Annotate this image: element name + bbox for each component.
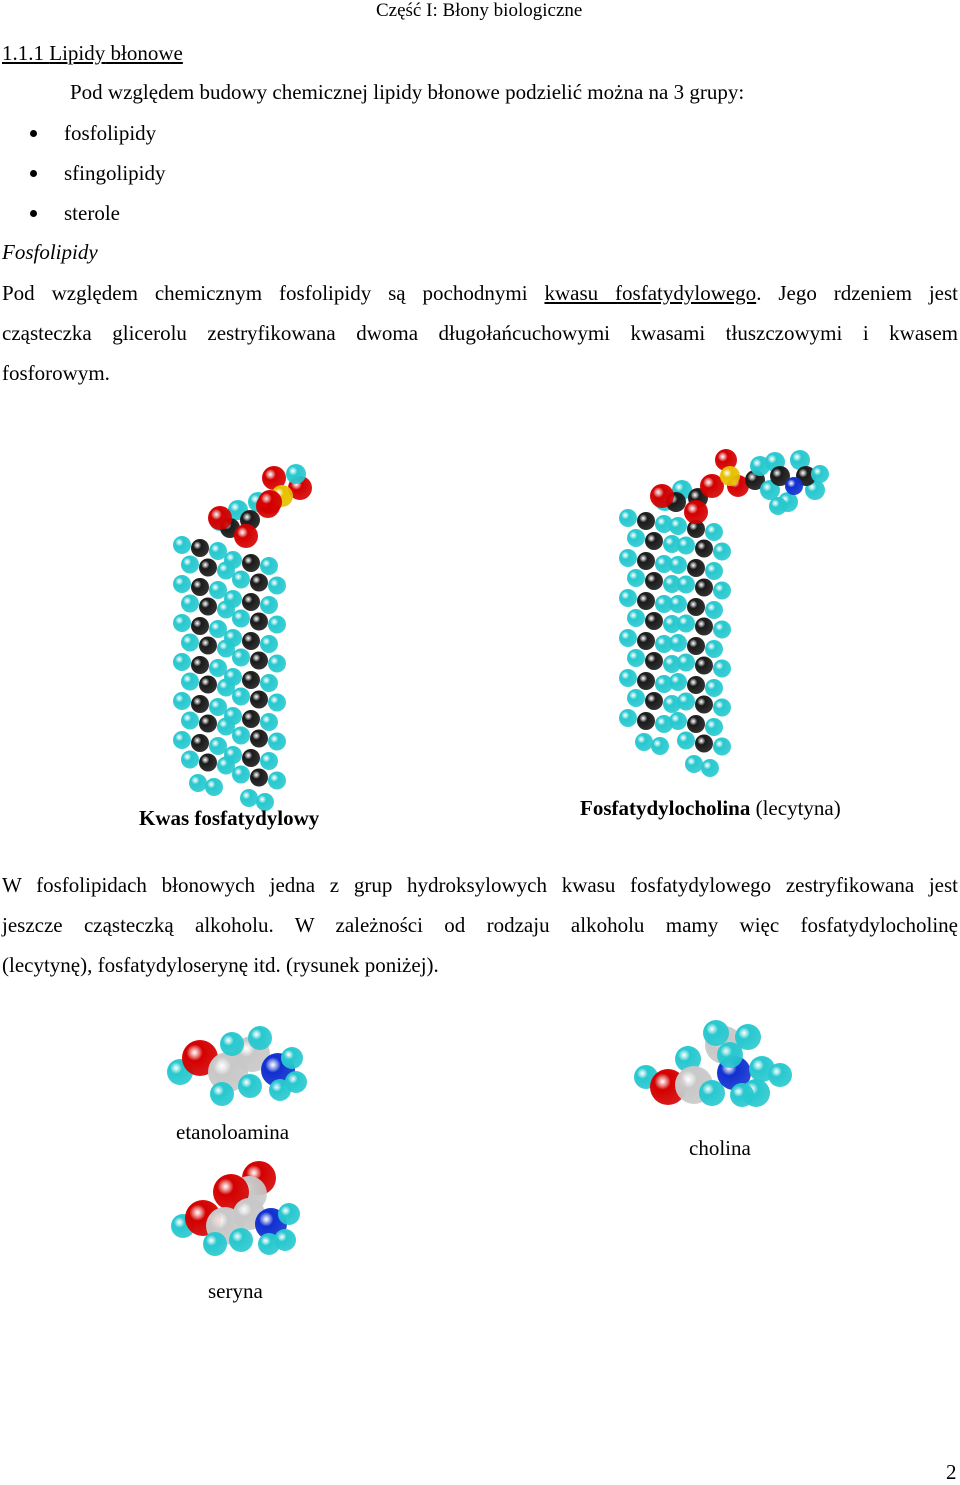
atom-h [224,590,242,608]
atom-h [181,595,199,613]
atom-h [619,709,637,727]
atom-h [260,557,278,575]
atom-h [232,571,250,589]
atom-c [637,672,655,690]
atom-o [684,500,708,524]
atom-h [232,649,250,667]
atom-c [242,593,260,611]
atom-h [232,688,250,706]
paragraph-1 [2,273,958,393]
atom-h [278,1203,300,1225]
atom-h [669,712,687,730]
atom-h [268,577,286,595]
section-title[interactable] [2,41,183,66]
atom-h [203,1232,227,1256]
paragraph-2-line-2: jeszcze cząsteczką alkoholu. W zależności od rodzaju alkoholu mamy więc fosfatydylocholinę [2,913,958,937]
atom-c [250,769,268,787]
atom-h [286,464,306,484]
atom-h [713,738,731,756]
atom-h [705,718,723,736]
atom-h [205,778,223,796]
atom-h [627,649,645,667]
phosphatidylcholine-molecule-image [610,440,850,760]
atom-h [713,660,731,678]
atom-h [701,759,719,777]
atom-h [260,596,278,614]
atom-h [713,582,731,600]
atom-h [713,621,731,639]
atom-h [224,668,242,686]
atom-h [669,595,687,613]
paragraph-2-line-1: W fosfolipidach błonowych jedna z grup hydroksylowych kwasu fosfatydylowego zestryfikowana jest [2,873,958,897]
atom-h [209,542,227,560]
atom-h [268,616,286,634]
atom-h [232,766,250,784]
atom-c [250,574,268,592]
atom-c [695,696,713,714]
atom-h [627,529,645,547]
atom-h [260,713,278,731]
atom-h [232,610,250,628]
atom-h [173,731,191,749]
atom-h [189,774,207,792]
atom-h [209,698,227,716]
atom-c [645,612,663,630]
atom-h [685,755,703,773]
section-title-word2: błonowe [110,41,183,65]
atom-c [687,637,705,655]
atom-c [695,540,713,558]
list-item-label: sfingolipidy [64,161,166,185]
atom-h [768,1063,792,1087]
atom-h [173,653,191,671]
atom-c [242,632,260,650]
atom-o [208,506,232,530]
atom-h [619,549,637,567]
list-item-label: fosfolipidy [64,121,157,145]
atom-c [645,532,663,550]
atom-h [181,751,199,769]
bullet-icon [30,130,37,137]
atom-c [637,712,655,730]
atom-c [687,598,705,616]
caption-bold: Fosfatydylocholina [580,796,751,820]
atom-p [720,466,740,486]
atom-h [173,575,191,593]
atom-c [250,730,268,748]
intro-text: Pod względem budowy chemicznej lipidy błonowe podzielić można na 3 grupy: [70,80,745,104]
atom-h [224,629,242,647]
caption-phosphatidic-acid: Kwas fosfatydylowy [139,806,320,830]
atom-c [191,578,209,596]
atom-c [637,512,655,530]
atom-h [281,1047,303,1069]
caption-rest: (lecytyna) [750,796,841,820]
atom-c [250,613,268,631]
atom-c [250,652,268,670]
caption-serine: seryna [208,1279,263,1303]
atom-h [705,640,723,658]
text-span: . Jego rdzeniem jest [756,281,958,305]
atom-c [637,592,655,610]
atom-h [173,692,191,710]
atom-c [191,734,209,752]
atom-c [242,554,260,572]
atom-h [669,673,687,691]
atom-h [713,543,731,561]
atom-h [705,679,723,697]
atom-c [645,652,663,670]
atom-h [651,737,669,755]
atom-c [199,559,217,577]
subheading: Fosfolipidy [2,240,98,264]
atom-c [199,598,217,616]
atom-n [785,477,803,495]
atom-h [677,732,695,750]
atom-h [677,537,695,555]
atom-h [181,556,199,574]
phosphatidic-acid-link[interactable]: kwasu fosfatydylowego [544,281,757,305]
atom-h [181,673,199,691]
atom-h [269,1079,291,1101]
atom-h [669,634,687,652]
running-header: Część I: Błony biologiczne [376,0,583,21]
list-item [0,120,166,160]
atom-c [191,539,209,557]
atom-c [242,710,260,728]
bullet-icon [30,170,37,177]
atom-h [268,733,286,751]
atom-h [730,1083,754,1107]
paragraph-2-line-3: (lecytynę), fosfatydyloserynę itd. (rysunek poniżej). [2,953,439,977]
atom-c [687,676,705,694]
atom-c [242,749,260,767]
atom-h [268,655,286,673]
atom-h [619,589,637,607]
atom-c [191,695,209,713]
atom-c [242,671,260,689]
atom-h [209,620,227,638]
atom-h [173,614,191,632]
atom-c [191,617,209,635]
caption-ethanolamine: etanoloamina [176,1120,290,1144]
page-number: 2 [946,1460,957,1484]
atom-h [268,694,286,712]
choline-molecule-image [630,1015,800,1120]
atom-h [703,1020,729,1046]
atom-c [695,735,713,753]
caption-phosphatidylcholine [580,796,841,821]
phosphatidic-acid-molecule-image [160,450,340,790]
caption-choline: cholina [689,1136,751,1160]
atom-h [619,509,637,527]
atom-h [224,746,242,764]
atom-h [229,1228,253,1252]
atom-c [687,715,705,733]
atom-h [258,1233,280,1255]
bullet-icon [30,210,37,217]
section-title-word1: Lipidy [49,41,106,65]
text-span: Pod względem chemicznym fosfolipidy są pochodnymi [2,281,545,305]
atom-h [181,634,199,652]
atom-o [650,484,674,508]
atom-h [220,1032,244,1056]
list-item [0,160,166,200]
atom-c [637,632,655,650]
atom-h [677,654,695,672]
atom-h [260,752,278,770]
atom-h [224,551,242,569]
atom-h [210,1082,234,1106]
atom-c [637,552,655,570]
atom-h [248,1026,272,1050]
paragraph-1-line-3: fosforowym. [2,361,110,385]
list-item-label: sterole [64,201,120,225]
atom-h [677,615,695,633]
atom-h [717,1042,743,1068]
atom-h [209,581,227,599]
atom-h [677,576,695,594]
atom-c [199,676,217,694]
atom-h [209,659,227,677]
atom-h [635,733,653,751]
atom-h [268,772,286,790]
atom-h [260,674,278,692]
atom-c [695,579,713,597]
atom-h [769,497,787,515]
atom-h [209,737,227,755]
section-number: 1.1.1 [2,41,44,65]
atom-h [619,669,637,687]
atom-c [199,715,217,733]
atom-h [669,556,687,574]
atom-c [645,572,663,590]
atom-h [705,523,723,541]
atom-c [695,618,713,636]
atom-o [234,524,258,548]
atom-h [627,569,645,587]
atom-c [250,691,268,709]
atom-c [199,754,217,772]
serine-molecule-image [165,1158,310,1263]
atom-h [811,465,829,483]
atom-h [627,609,645,627]
atom-c [191,656,209,674]
atom-h [224,707,242,725]
atom-h [181,712,199,730]
list-item [0,200,166,240]
paragraph-1-line-1 [2,273,958,313]
atom-h [627,689,645,707]
atom-c [199,637,217,655]
paragraph-2 [2,865,958,985]
atom-o [258,490,282,514]
atom-c [645,692,663,710]
paragraph-1-line-2: cząsteczka glicerolu zestryfikowana dwoma długołańcuchowymi kwasami tłuszczowymi i kwasem [2,321,958,345]
atom-c [695,657,713,675]
atom-h [232,727,250,745]
lipid-groups-list [0,120,166,240]
atom-h [677,693,695,711]
atom-h [260,635,278,653]
atom-h [619,629,637,647]
atom-h [238,1074,262,1098]
atom-h [705,562,723,580]
atom-h [240,789,258,807]
atom-h [173,536,191,554]
atom-h [705,601,723,619]
atom-c [687,559,705,577]
ethanolamine-molecule-image [160,1020,320,1110]
atom-h [669,517,687,535]
atom-h [713,699,731,717]
